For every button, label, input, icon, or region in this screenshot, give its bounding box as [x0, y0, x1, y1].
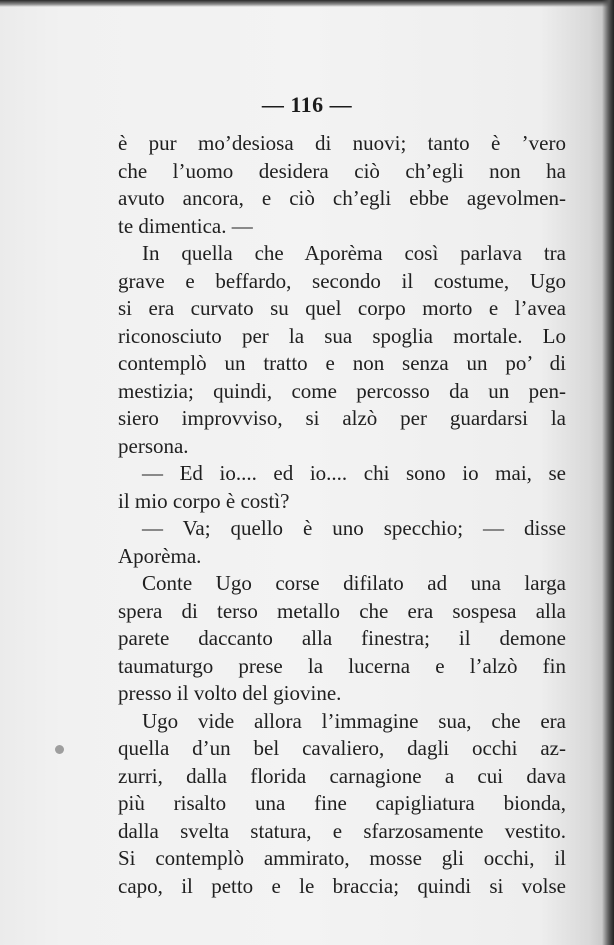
text-line: spera di terso metallo che era sospesa alla	[118, 598, 566, 623]
text-line: quella d’un bel cavaliero, dagli occhi az-	[118, 736, 566, 760]
text-line: più risalto una fine capigliatura bionda,	[118, 791, 566, 815]
page-number-header: — 116 —	[261, 92, 353, 117]
text-line: te dimentica. —	[118, 213, 253, 238]
text-line: si era curvato su quel corpo morto e l’avea	[118, 296, 566, 320]
text-line: presso il volto del giovine.	[118, 681, 342, 705]
text-line: — Va; quello è uno specchio; — disse	[142, 516, 566, 540]
text-line: è pur mo’desiosa di nuovi; tanto è ’vero	[118, 131, 566, 155]
text-line: siero improvviso, si alzò per guardarsi la	[118, 406, 566, 430]
text-line: contemplò un tratto e non senza un po’ di	[118, 351, 566, 375]
text-line: Si contemplò ammirato, mosse gli occhi, il	[118, 846, 566, 870]
text-line: Conte Ugo corse difilato ad una larga	[142, 571, 566, 595]
text-line: mestizia; quindi, come percosso da un pen-	[118, 378, 566, 403]
page-gutter-shadow	[602, 0, 614, 945]
text-line: avuto ancora, e ciò ch’egli ebbe agevolmen-	[118, 186, 566, 210]
text-line: In quella che Aporèma così parlava tra	[142, 241, 566, 265]
text-line: Ugo vide allora l’immagine sua, che era	[142, 708, 566, 733]
text-line: grave e beffardo, secondo il costume, Ugo	[118, 268, 566, 293]
text-line: persona.	[118, 433, 189, 458]
text-line: taumaturgo prese la lucerna e l’alzò fin	[118, 653, 566, 678]
text-line: — Ed io.... ed io.... chi sono io mai, se	[142, 461, 566, 485]
page-body-text	[118, 130, 566, 900]
text-line: zurri, dalla florida carnagione a cui dava	[118, 763, 566, 788]
text-line: il mio corpo è costì?	[118, 488, 290, 513]
text-line: dalla svelta statura, e sfarzosamente vestito.	[118, 818, 566, 843]
paper-spot	[55, 745, 64, 754]
text-line: riconosciuto per la sua spoglia mortale. Lo	[118, 323, 566, 348]
text-line: capo, il petto e le braccia; quindi si volse	[118, 873, 566, 898]
text-line: che l’uomo desidera ciò ch’egli non ha	[118, 158, 566, 183]
text-line: parete daccanto alla finestra; il demone	[118, 626, 566, 650]
page-top-edge-shadow	[0, 0, 614, 7]
text-line: Aporèma.	[118, 543, 202, 568]
